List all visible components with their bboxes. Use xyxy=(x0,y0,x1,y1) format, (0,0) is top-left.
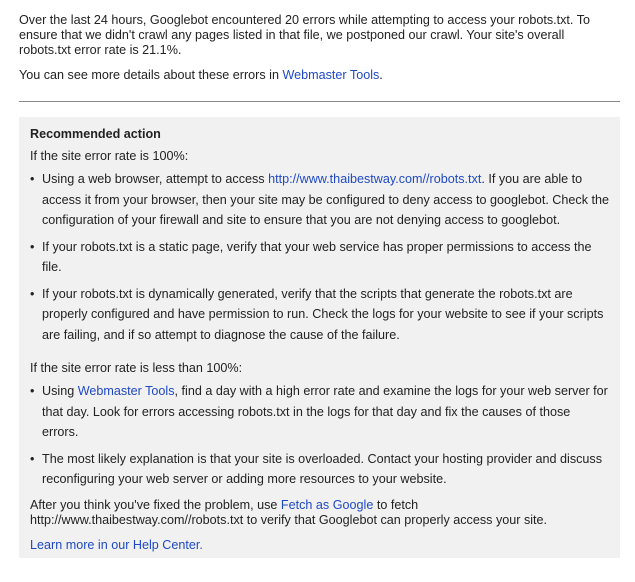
details-text xyxy=(19,68,619,83)
partial-rate-condition: If the site error rate is less than 100%: xyxy=(30,361,243,375)
spacer xyxy=(30,351,610,361)
full-rate-list xyxy=(30,169,610,345)
help-center-link[interactable]: Learn more in our Help Center. xyxy=(30,537,203,552)
list-item xyxy=(30,284,610,346)
after-fix-suffix: to fetch xyxy=(373,497,419,512)
bullet: • xyxy=(30,451,35,466)
details-text-suffix: . xyxy=(379,68,383,82)
list-item xyxy=(30,169,610,231)
after-fix-text xyxy=(30,498,610,528)
intro-section xyxy=(19,13,619,83)
list-item-text: If your robots.txt is dynamically generated, verify that the scripts that generate the robots.txt are properly configured and have permission to run. Check the logs for your website to see if your scripts are failing, and if so attempt to diagnose the cause of the failure. xyxy=(42,286,604,342)
list-item xyxy=(30,381,610,443)
webmaster-tools-link[interactable]: Webmaster Tools xyxy=(282,68,380,82)
list-item-text: The most likely explanation is that your site is overloaded. Contact your hosting provider and discuss reconfiguring your web server or adding more resources to your website. xyxy=(42,451,603,486)
fetch-as-google-link[interactable]: Fetch as Google xyxy=(280,497,374,512)
webmaster-tools-link-2[interactable]: Webmaster Tools xyxy=(77,384,175,398)
divider xyxy=(19,101,620,102)
partial-rate-list xyxy=(30,381,610,490)
error-summary-text: Over the last 24 hours, Googlebot encountered 20 errors while attempting to access your robots.txt. To ensure that we didn't crawl any pages listed in that file, we postponed our crawl. Your site's overall robots.txt error rate is 21.1%. xyxy=(19,13,590,57)
list-item xyxy=(30,449,610,490)
bullet: • xyxy=(30,384,35,398)
recommended-action-box xyxy=(19,117,620,558)
list-item-text-prefix: Using a web browser, attempt to access xyxy=(42,172,269,186)
list-item-text-suffix: , find a day with a high error rate and examine the logs for your web server for that day. Look for errors accessing robots.txt in the logs for that day and fix the causes of those errors. xyxy=(42,384,608,439)
list-item xyxy=(30,237,610,278)
after-fix-prefix: After you think you've fixed the problem, use xyxy=(30,497,281,512)
full-rate-condition: If the site error rate is 100%: xyxy=(30,149,189,163)
details-text-prefix: You can see more details about these errors in xyxy=(19,68,283,82)
list-item-text-prefix: Using xyxy=(42,384,78,398)
list-item-text: If your robots.txt is a static page, verify that your web service has proper permissions to access the file. xyxy=(42,239,592,274)
bullet: • xyxy=(30,286,35,301)
bullet: • xyxy=(30,172,35,186)
bullet: • xyxy=(30,239,35,254)
robots-txt-link[interactable]: http://www.thaibestway.com//robots.txt xyxy=(268,172,482,186)
list-item-text-suffix: . If you are able to access it from your browser, then your site may be configured to deny access to googlebot. Check the configuration of your firewall and site to ensure that you are not denying access to googlebot. xyxy=(42,172,610,227)
recommended-action-title: Recommended action xyxy=(30,127,161,141)
after-fix-line2: http://www.thaibestway.com//robots.txt to verify that Googlebot can properly access your site. xyxy=(30,512,548,527)
help-center-row xyxy=(30,538,610,553)
